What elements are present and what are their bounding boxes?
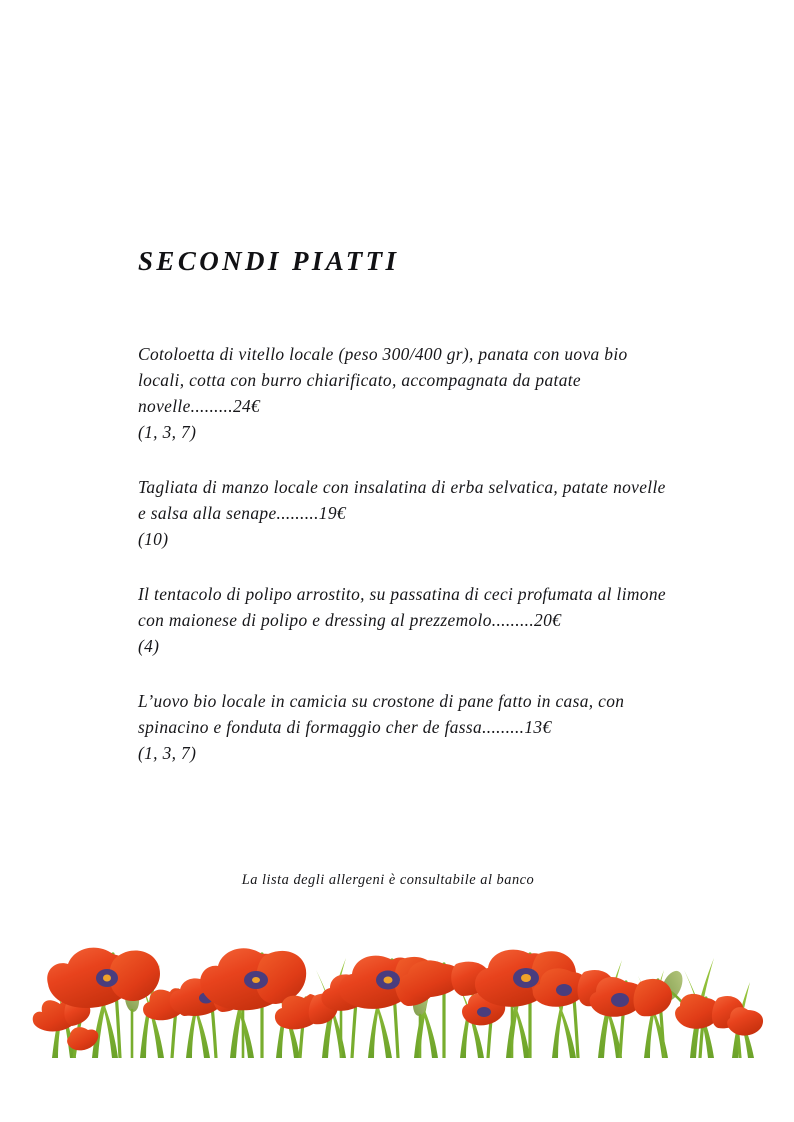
menu-item: [138, 341, 666, 445]
menu-item-description: Tagliata di manzo locale con insalatina di erba selvatica, patate novelle e salsa alla senape.........19€: [138, 477, 666, 523]
menu-item-allergens: (1, 3, 7): [138, 422, 197, 442]
menu-item: [138, 688, 666, 766]
page-title: SECONDI PIATTI: [138, 246, 400, 276]
poppy-flower: [47, 948, 160, 1008]
menu-item: [138, 474, 666, 552]
menu-item-description: L’uovo bio locale in camicia su crostone di pane fatto in casa, con spinacino e fonduta di formaggio cher de fassa.........13€: [138, 691, 625, 737]
poppy-flower: [590, 977, 672, 1017]
poppy-field-decoration: [0, 898, 794, 1058]
menu-item-allergens: (1, 3, 7): [138, 743, 197, 763]
menu-item-description: Il tentacolo di polipo arrostito, su passatina di ceci profumata al limone con maionese di polipo e dressing al prezzemolo.........20€: [138, 584, 666, 630]
dish-list: [138, 341, 666, 766]
allergen-note: La lista degli allergeni è consultabile al banco: [241, 872, 535, 888]
menu-item-allergens: (10): [138, 529, 169, 549]
menu-item-description: Cotoloetta di vitello locale (peso 300/400 gr), panata con uova bio locali, cotta con burro chiarificato, accompagnata da patate novelle.........24€: [138, 344, 628, 416]
menu-item-allergens: (4): [138, 636, 160, 656]
menu-item: [138, 581, 666, 659]
poppy-flower: [727, 1007, 763, 1035]
